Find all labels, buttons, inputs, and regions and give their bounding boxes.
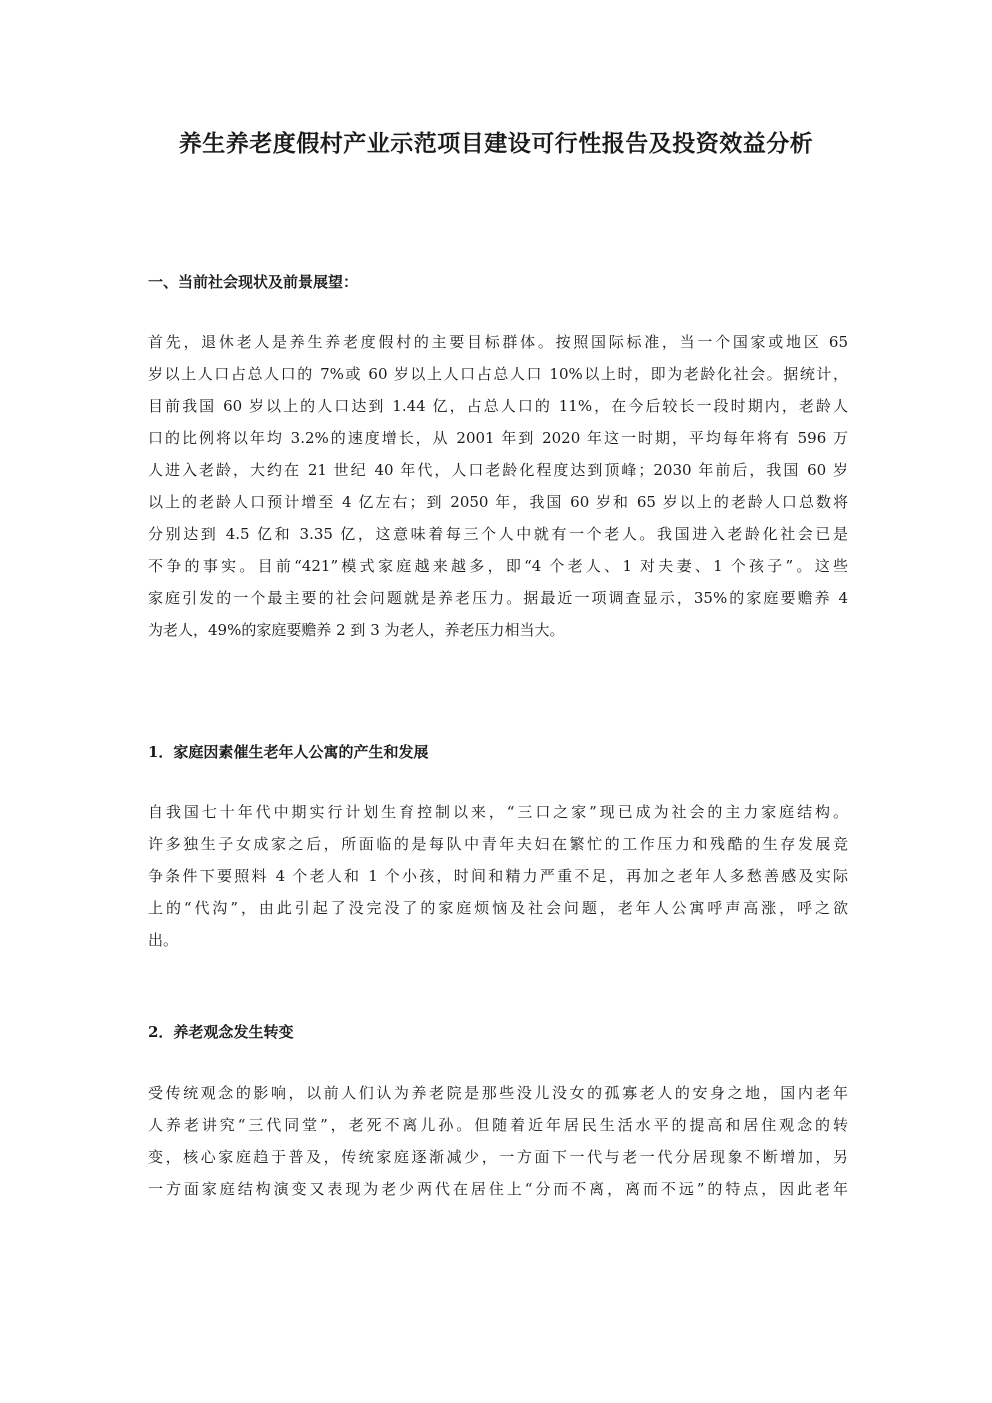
text-line: 人进入老龄，大约在 21 世纪 40 年代，人口老龄化程度达到顶峰；2030 年前后，我国 60 岁 [148, 461, 848, 479]
text-line: 变，核心家庭趋于普及，传统家庭逐渐减少，一方面下一代与老一代分居现象不断增加，另 [148, 1148, 848, 1166]
text-line: 岁以上人口占总人口的 7%或 60 岁以上人口占总人口 10%以上时，即为老龄化社会。据统计， [148, 365, 848, 383]
text-line: 受传统观念的影响，以前人们认为养老院是那些没儿没女的孤寡老人的安身之地，国内老年 [148, 1084, 848, 1102]
text-line: 口的比例将以年均 3.2%的速度增长，从 2001 年到 2020 年这一时期，平均每年将有 596 万 [148, 429, 848, 447]
text-line: 不争的事实。目前“421”模式家庭越来越多，即“4 个老人、1 对夫妻、1 个孩子”。这些 [148, 557, 848, 575]
text-line: 争条件下要照料 4 个老人和 1 个小孩，时间和精力严重不足，再加之老年人多愁善感及实际 [148, 867, 848, 885]
section-heading-elderly-care-concept: 2．养老观念发生转变 [148, 1023, 294, 1041]
text-line: 目前我国 60 岁以上的人口达到 1.44 亿，占总人口的 11%，在今后较长一段时期内，老龄人 [148, 397, 848, 415]
text-line: 许多独生子女成家之后，所面临的是每队中青年夫妇在繁忙的工作压力和残酷的生存发展竞 [148, 835, 848, 853]
text-line: 一方面家庭结构演变又表现为老少两代在居住上“分而不离，离而不远”的特点，因此老年 [148, 1180, 848, 1198]
section-heading-current-situation: 一、当前社会现状及前景展望： [148, 273, 359, 291]
section-heading-family-factors: 1．家庭因素催生老年人公寓的产生和发展 [148, 743, 429, 761]
text-line: 为老人，49%的家庭要赡养 2 到 3 为老人，养老压力相当大。 [148, 621, 565, 639]
text-line: 家庭引发的一个最主要的社会问题就是养老压力。据最近一项调查显示，35%的家庭要赡养 4 [148, 589, 848, 607]
text-line: 首先，退休老人是养生养老度假村的主要目标群体。按照国际标准，当一个国家或地区 65 [148, 333, 848, 351]
paragraph-current-situation [148, 326, 848, 646]
text-line: 分别达到 4.5 亿和 3.35 亿，这意味着每三个人中就有一个老人。我国进入老龄化社会已是 [148, 525, 848, 543]
document-title: 养生养老度假村产业示范项目建设可行性报告及投资效益分析 [178, 130, 814, 157]
text-line: 以上的老龄人口预计增至 4 亿左右；到 2050 年，我国 60 岁和 65 岁以上的老龄人口总数将 [148, 493, 848, 511]
paragraph-elderly-care-concept [148, 1077, 848, 1205]
text-line: 自我国七十年代中期实行计划生育控制以来，“三口之家”现已成为社会的主力家庭结构。 [148, 803, 848, 821]
text-line: 上的“代沟”，由此引起了没完没了的家庭烦恼及社会问题，老年人公寓呼声高涨，呼之欲 [148, 899, 848, 917]
paragraph-family-factors [148, 796, 848, 956]
text-line: 人养老讲究“三代同堂”，老死不离儿孙。但随着近年居民生活水平的提高和居住观念的转 [148, 1116, 848, 1134]
text-line: 出。 [148, 931, 179, 949]
